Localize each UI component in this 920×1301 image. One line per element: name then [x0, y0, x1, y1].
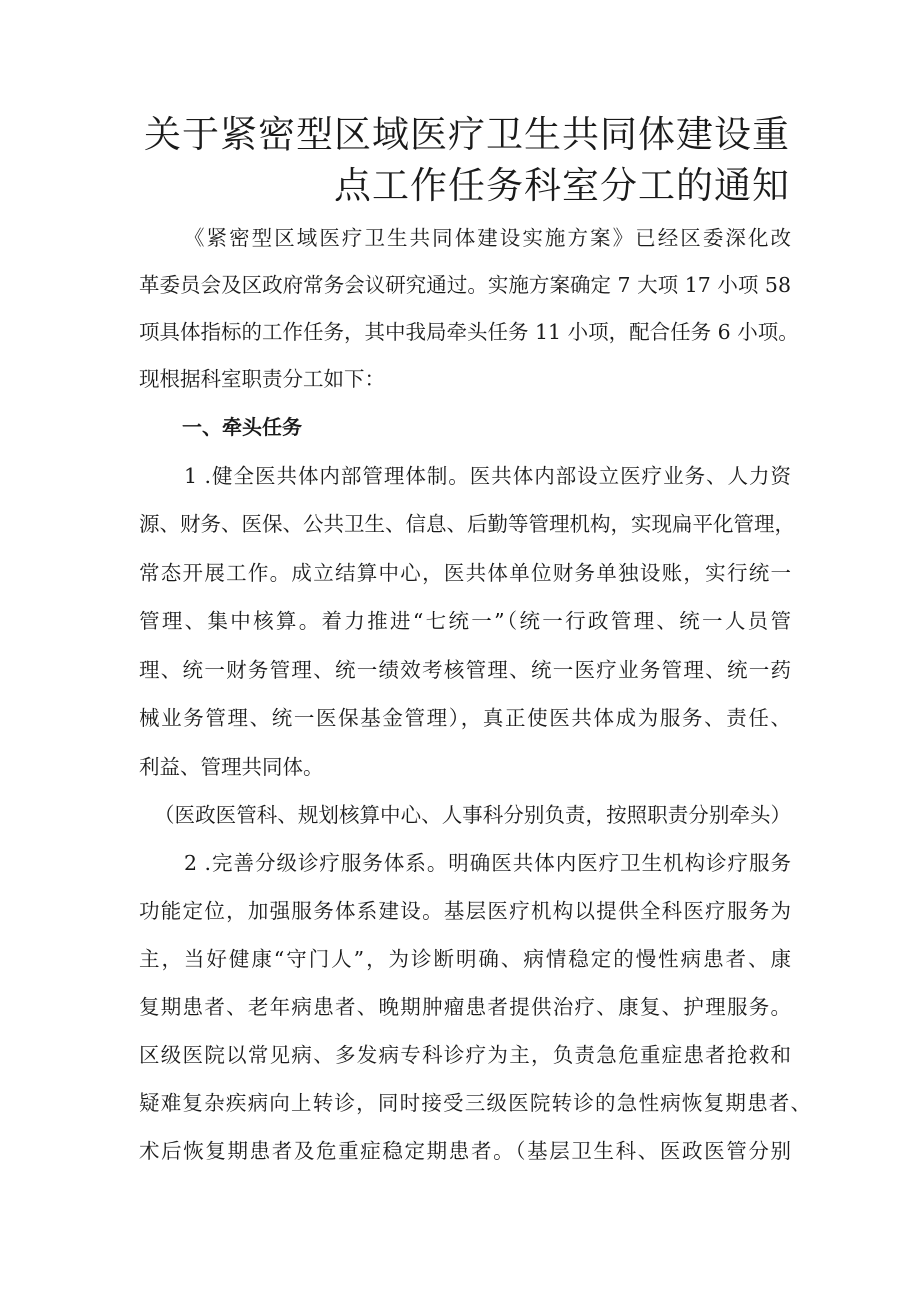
- item1-line: 管理、集中核算。着力推进“七统一”（统一行政管理、统一人员管: [139, 609, 791, 633]
- item1-line: 1 .健全医共体内部管理体制。医共体内部设立医疗业务、人力资: [184, 464, 791, 488]
- item2-line: 术后恢复期患者及危重症稳定期患者。（基层卫生科、医政医管分别: [139, 1139, 791, 1163]
- intro-line: 革委员会及区政府常务会议研究通过。实施方案确定 7 大项 17 小项 58: [139, 273, 791, 297]
- item2-line: 区级医院以常见病、多发病专科诊疗为主，负责急危重症患者抢救和: [139, 1043, 791, 1067]
- document-title-line-1: 关于紧密型区域医疗卫生共同体建设重: [144, 113, 790, 156]
- document-title-line-2: 点工作任务科室分工的通知: [334, 164, 790, 207]
- item1-line: 理、统一财务管理、统一绩效考核管理、统一医疗业务管理、统一药: [139, 658, 791, 682]
- item1-line: 利益、管理共同体。: [139, 755, 324, 779]
- intro-line: 《紧密型区域医疗卫生共同体建设实施方案》已经区委深化改: [184, 226, 791, 250]
- intro-line: 现根据科室职责分工如下：: [139, 367, 385, 391]
- item2-line: 主，当好健康“守门人”，为诊断明确、病情稳定的慢性病患者、康: [139, 947, 791, 971]
- item1-line: 械业务管理、统一医保基金管理），真正使医共体成为服务、责任、: [139, 706, 791, 730]
- section-heading: 一、牵头任务: [182, 415, 302, 439]
- item2-line: 疑难复杂疾病向上转诊，同时接受三级医院转诊的急性病恢复期患者、: [139, 1091, 811, 1115]
- intro-line: 项具体指标的工作任务，其中我局牵头任务 11 小项，配合任务 6 小项。: [139, 320, 799, 344]
- item1-line: 常态开展工作。成立结算中心，医共体单位财务单独设账，实行统一: [139, 561, 791, 585]
- item2-line: 2 .完善分级诊疗服务体系。明确医共体内医疗卫生机构诊疗服务: [184, 851, 791, 875]
- item2-line: 复期患者、老年病患者、晚期肿瘤患者提供治疗、康复、护理服务。: [139, 995, 791, 1019]
- item1-line: 源、财务、医保、公共卫生、信息、后勤等管理机构，实现扁平化管理，: [139, 512, 795, 536]
- item1-responsible: （医政医管科、规划核算中心、人事科分别负责，按照职责分别牵头）: [154, 803, 791, 827]
- item2-line: 功能定位，加强服务体系建设。基层医疗机构以提供全科医疗服务为: [139, 899, 791, 923]
